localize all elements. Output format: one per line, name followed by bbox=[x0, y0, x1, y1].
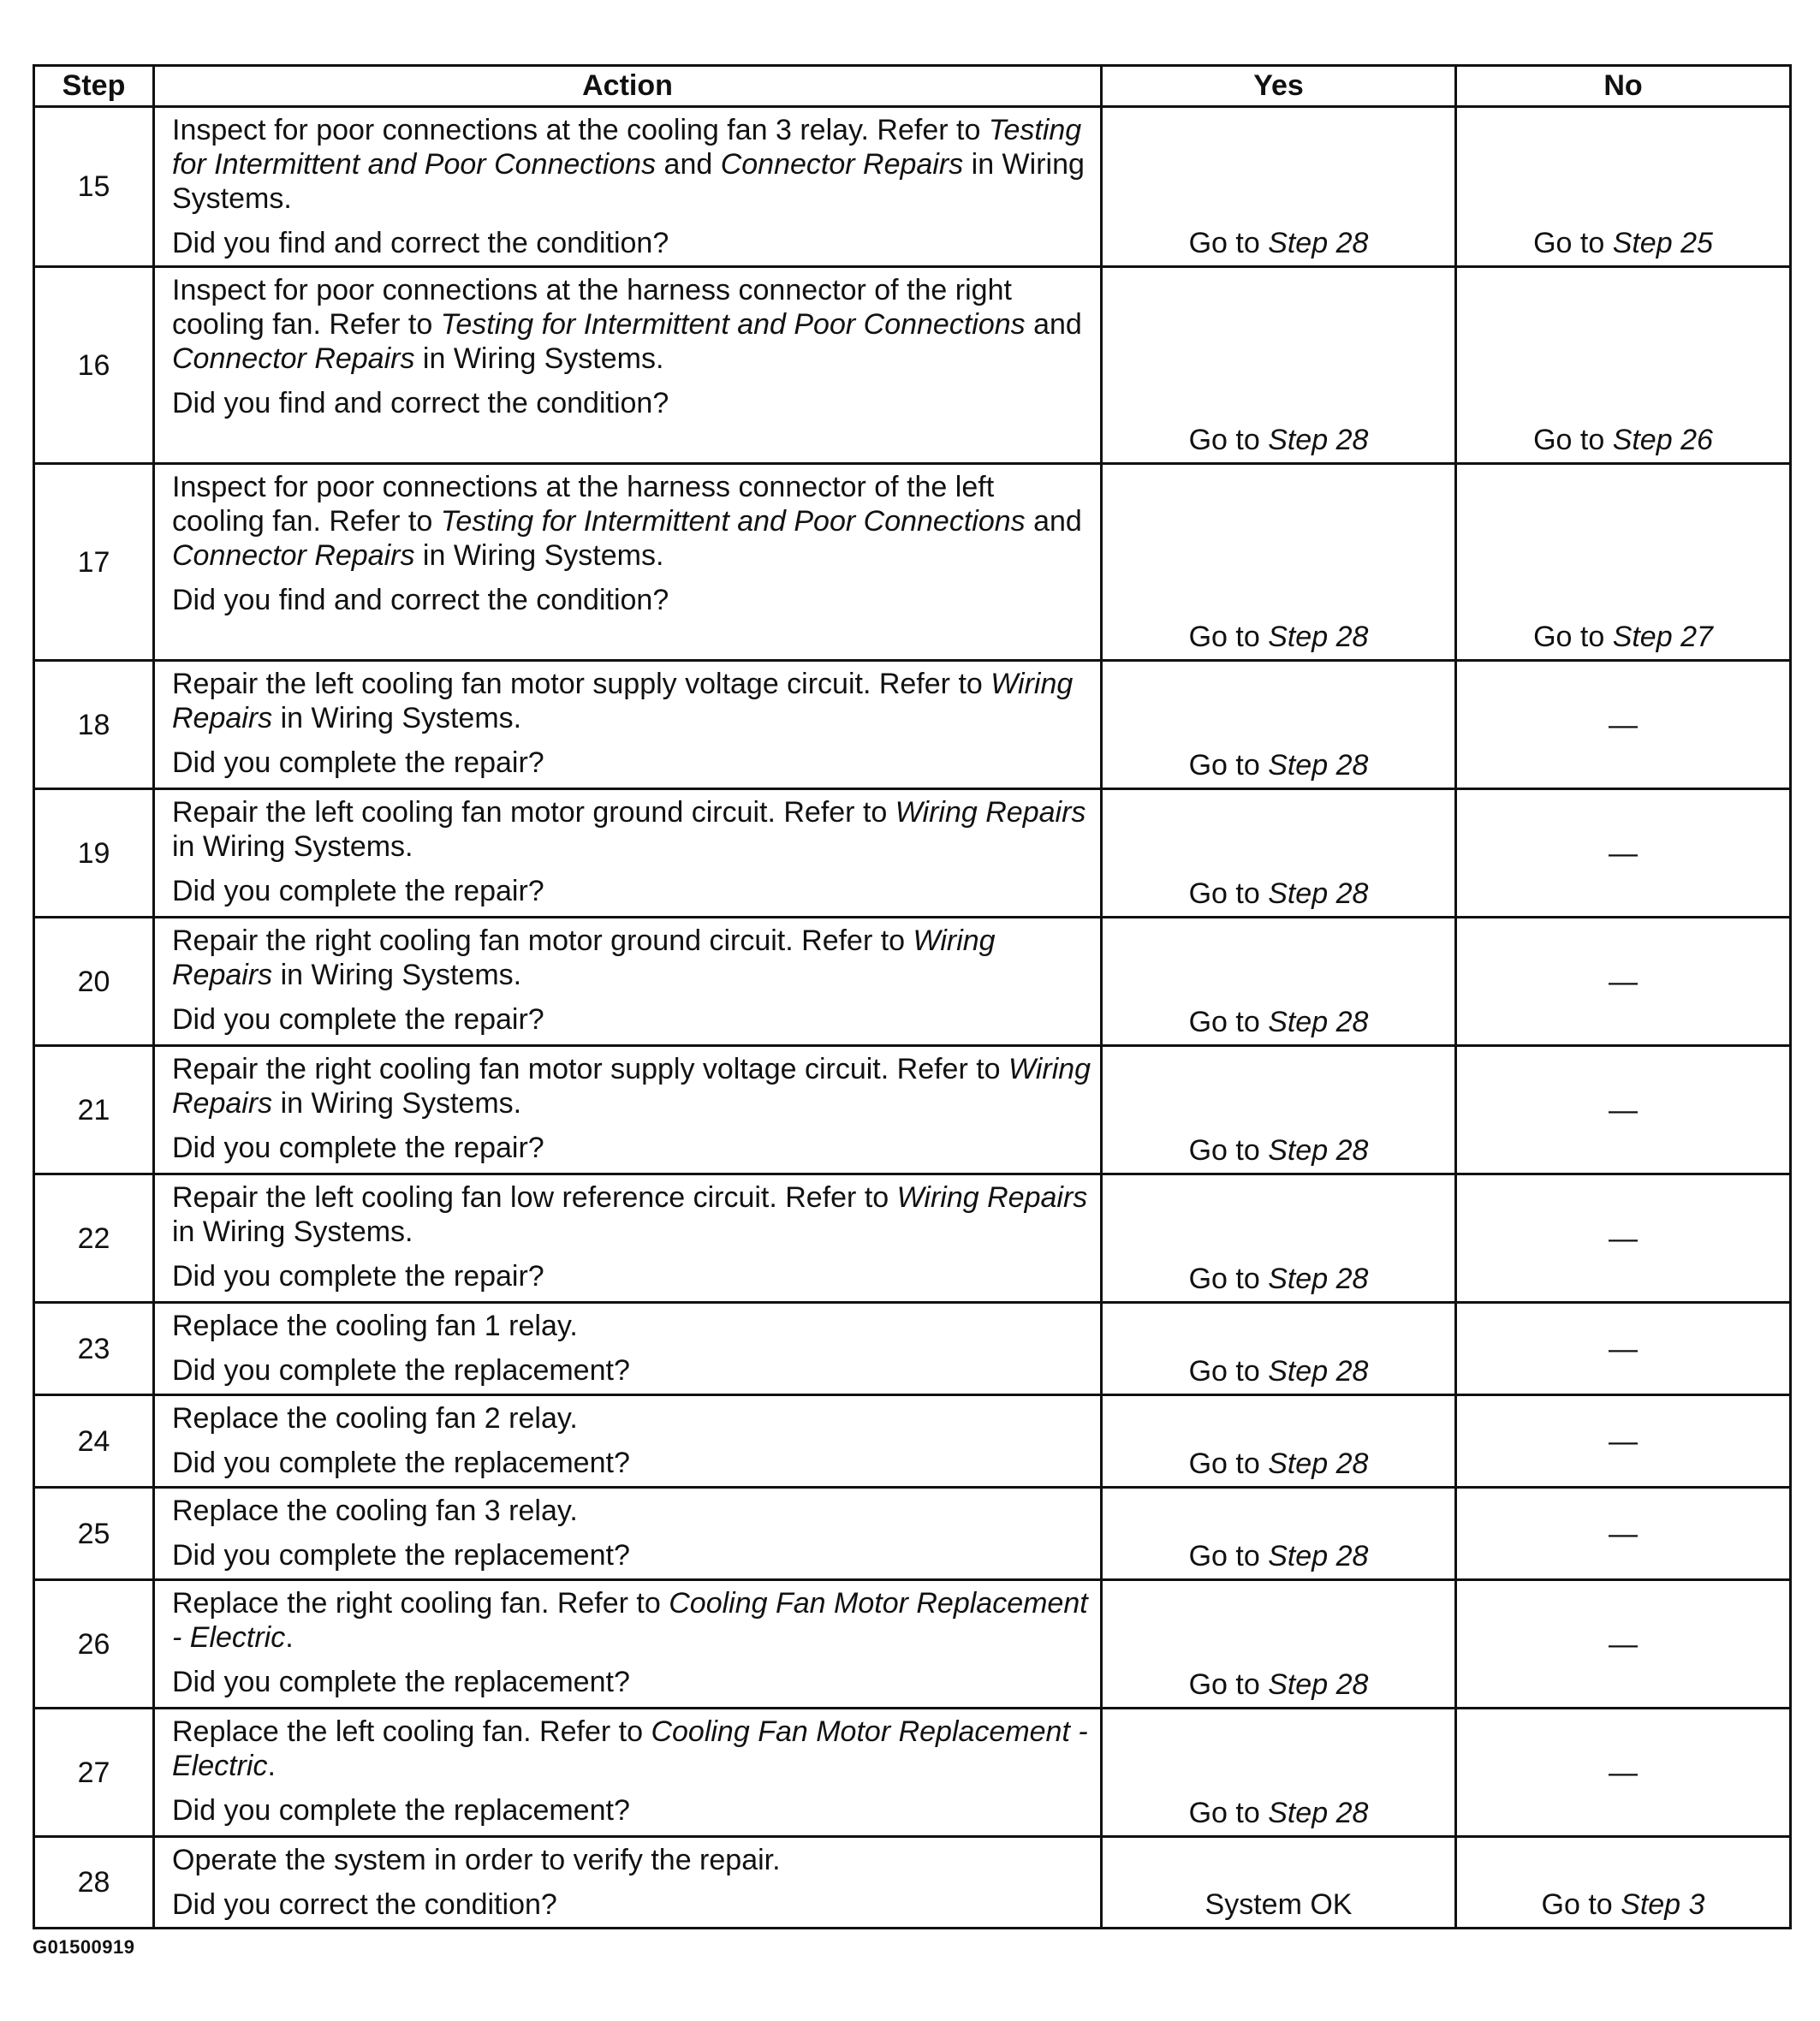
action-cell bbox=[154, 1488, 1102, 1580]
yes-outcome bbox=[1102, 1046, 1456, 1174]
reference-text: Step 28 bbox=[1268, 1134, 1369, 1167]
action-instruction bbox=[172, 795, 1091, 864]
text-segment: Go to bbox=[1188, 1668, 1269, 1701]
header-no: No bbox=[1456, 66, 1791, 107]
reference-text: Step 28 bbox=[1268, 749, 1369, 782]
action-question: Did you correct the condition? bbox=[172, 1888, 557, 1921]
reference-text: Step 28 bbox=[1268, 877, 1369, 910]
text-segment: . bbox=[285, 1621, 294, 1654]
action-question: Did you complete the repair? bbox=[172, 875, 544, 907]
no-outcome bbox=[1456, 1709, 1791, 1837]
yes-outcome bbox=[1102, 1837, 1456, 1929]
text-segment: Go to bbox=[1188, 424, 1269, 456]
yes-outcome bbox=[1102, 1580, 1456, 1709]
action-question: Did you complete the replacement? bbox=[172, 1794, 630, 1827]
reference-text: Step 26 bbox=[1612, 424, 1713, 456]
text-segment: Go to bbox=[1188, 1006, 1269, 1038]
text-segment: . bbox=[267, 1750, 276, 1782]
text-segment: Go to bbox=[1188, 227, 1269, 259]
text-segment: Replace the cooling fan 3 relay. bbox=[172, 1495, 578, 1527]
step-number: 28 bbox=[34, 1837, 154, 1929]
text-segment: in Wiring Systems. bbox=[272, 959, 522, 991]
text-segment: in Wiring Systems. bbox=[414, 342, 664, 375]
reference-text: Step 28 bbox=[1268, 1540, 1369, 1572]
action-cell bbox=[154, 1837, 1102, 1929]
yes-outcome bbox=[1102, 1395, 1456, 1488]
text-segment: in Wiring Systems. bbox=[172, 148, 1085, 215]
table-row bbox=[34, 789, 1791, 918]
text-segment: Replace the cooling fan 1 relay. bbox=[172, 1310, 578, 1342]
table-body bbox=[34, 107, 1791, 1929]
table-row bbox=[34, 464, 1791, 661]
action-cell bbox=[154, 661, 1102, 789]
text-segment: Operate the system in order to verify the repair. bbox=[172, 1844, 781, 1876]
action-question: Did you complete the repair? bbox=[172, 746, 544, 779]
table-row bbox=[34, 1580, 1791, 1709]
step-number: 18 bbox=[34, 661, 154, 789]
text-segment: Go to bbox=[1188, 1540, 1269, 1572]
reference-text: Step 25 bbox=[1612, 227, 1713, 259]
action-instruction bbox=[172, 1586, 1091, 1655]
action-instruction bbox=[172, 113, 1091, 216]
table-row bbox=[34, 1488, 1791, 1580]
text-segment: in Wiring Systems. bbox=[172, 1216, 413, 1248]
reference-text: Testing for Intermittent and Poor Connections bbox=[172, 114, 1082, 181]
reference-text: Step 28 bbox=[1268, 1797, 1369, 1829]
action-cell bbox=[154, 1303, 1102, 1395]
reference-text: Testing for Intermittent and Poor Connections bbox=[440, 308, 1026, 341]
yes-outcome bbox=[1102, 661, 1456, 789]
action-cell bbox=[154, 107, 1102, 267]
figure-id: G01500919 bbox=[33, 1936, 135, 1958]
table-row bbox=[34, 1174, 1791, 1303]
action-instruction bbox=[172, 1309, 1091, 1343]
step-number: 23 bbox=[34, 1303, 154, 1395]
no-outcome bbox=[1456, 1303, 1791, 1395]
table-row bbox=[34, 1046, 1791, 1174]
table-row bbox=[34, 107, 1791, 267]
text-segment: Go to bbox=[1188, 621, 1269, 653]
text-segment: Inspect for poor connections at the cooling fan 3 relay. Refer to bbox=[172, 114, 989, 146]
action-question: Did you complete the replacement? bbox=[172, 1354, 630, 1387]
header-yes: Yes bbox=[1102, 66, 1456, 107]
action-cell bbox=[154, 1046, 1102, 1174]
action-instruction bbox=[172, 470, 1091, 573]
text-segment: Inspect for poor connections at the harness connector of the right cooling fan. Refer to bbox=[172, 274, 1012, 341]
step-number: 24 bbox=[34, 1395, 154, 1488]
no-outcome bbox=[1456, 107, 1791, 267]
step-number: 16 bbox=[34, 267, 154, 464]
yes-outcome bbox=[1102, 1488, 1456, 1580]
reference-text: Cooling Fan Motor Replacement - Electric bbox=[172, 1587, 1088, 1654]
text-segment: Go to bbox=[1188, 877, 1269, 910]
action-cell bbox=[154, 464, 1102, 661]
step-number: 15 bbox=[34, 107, 154, 267]
reference-text: Testing for Intermittent and Poor Connections bbox=[440, 505, 1026, 538]
no-outcome bbox=[1456, 1046, 1791, 1174]
step-number: 20 bbox=[34, 918, 154, 1046]
action-question: Did you complete the repair? bbox=[172, 1003, 544, 1036]
table-row bbox=[34, 267, 1791, 464]
reference-text: Step 3 bbox=[1621, 1888, 1705, 1921]
no-outcome bbox=[1456, 1395, 1791, 1488]
text-segment: Go to bbox=[1188, 1263, 1269, 1295]
reference-text: Wiring Repairs bbox=[172, 924, 996, 991]
text-segment: Go to bbox=[1188, 1355, 1269, 1388]
action-question: Did you find and correct the condition? bbox=[172, 584, 669, 616]
table-row bbox=[34, 1837, 1791, 1929]
text-segment: Go to bbox=[1533, 227, 1613, 259]
text-segment: — bbox=[1609, 836, 1638, 870]
reference-text: Step 28 bbox=[1268, 621, 1369, 653]
action-question: Did you complete the repair? bbox=[172, 1132, 544, 1164]
text-segment: and bbox=[1025, 505, 1082, 538]
text-segment: Go to bbox=[1533, 621, 1613, 653]
action-instruction bbox=[172, 1401, 1091, 1436]
text-segment: — bbox=[1609, 965, 1638, 998]
step-number: 25 bbox=[34, 1488, 154, 1580]
reference-text: Step 28 bbox=[1268, 1006, 1369, 1038]
action-cell bbox=[154, 1580, 1102, 1709]
text-segment: — bbox=[1609, 708, 1638, 741]
text-segment: Replace the cooling fan 2 relay. bbox=[172, 1402, 578, 1435]
action-instruction bbox=[172, 1843, 1091, 1877]
text-segment: in Wiring Systems. bbox=[414, 539, 664, 572]
action-cell bbox=[154, 789, 1102, 918]
text-segment: — bbox=[1609, 1332, 1638, 1365]
action-question: Did you complete the repair? bbox=[172, 1260, 544, 1293]
no-outcome bbox=[1456, 1580, 1791, 1709]
text-segment: — bbox=[1609, 1517, 1638, 1550]
text-segment: — bbox=[1609, 1093, 1638, 1126]
text-segment: in Wiring Systems. bbox=[272, 1087, 522, 1120]
yes-outcome bbox=[1102, 1303, 1456, 1395]
text-segment: Go to bbox=[1533, 424, 1613, 456]
text-segment: Go to bbox=[1188, 1134, 1269, 1167]
text-segment: and bbox=[1025, 308, 1082, 341]
yes-outcome bbox=[1102, 267, 1456, 464]
action-question: Did you complete the replacement? bbox=[172, 1539, 630, 1572]
yes-outcome bbox=[1102, 1174, 1456, 1303]
text-segment: Replace the right cooling fan. Refer to bbox=[172, 1587, 669, 1620]
action-instruction bbox=[172, 1715, 1091, 1783]
reference-text: Wiring Repairs bbox=[895, 796, 1086, 829]
text-segment: Replace the left cooling fan. Refer to bbox=[172, 1715, 651, 1748]
yes-outcome bbox=[1102, 107, 1456, 267]
action-question: Did you complete the replacement? bbox=[172, 1447, 630, 1479]
text-segment: Go to bbox=[1541, 1888, 1621, 1921]
step-number: 27 bbox=[34, 1709, 154, 1837]
action-cell bbox=[154, 267, 1102, 464]
no-outcome bbox=[1456, 918, 1791, 1046]
no-outcome bbox=[1456, 1488, 1791, 1580]
text-segment: — bbox=[1609, 1756, 1638, 1789]
reference-text: Connector Repairs bbox=[172, 342, 415, 375]
action-cell bbox=[154, 918, 1102, 1046]
reference-text: Step 28 bbox=[1268, 1668, 1369, 1701]
step-number: 21 bbox=[34, 1046, 154, 1174]
action-instruction bbox=[172, 1052, 1091, 1120]
text-segment: Repair the left cooling fan motor ground circuit. Refer to bbox=[172, 796, 895, 829]
text-segment: Go to bbox=[1188, 749, 1269, 782]
step-number: 19 bbox=[34, 789, 154, 918]
reference-text: Connector Repairs bbox=[720, 148, 964, 181]
text-segment: in Wiring Systems. bbox=[172, 830, 413, 863]
yes-outcome bbox=[1102, 1709, 1456, 1837]
text-segment: in Wiring Systems. bbox=[272, 702, 522, 734]
table-row bbox=[34, 1395, 1791, 1488]
no-outcome bbox=[1456, 464, 1791, 661]
no-outcome bbox=[1456, 661, 1791, 789]
reference-text: Connector Repairs bbox=[172, 539, 415, 572]
no-outcome bbox=[1456, 1837, 1791, 1929]
action-question: Did you complete the replacement? bbox=[172, 1666, 630, 1698]
reference-text: Step 28 bbox=[1268, 1447, 1369, 1480]
text-segment: Go to bbox=[1188, 1797, 1269, 1829]
step-number: 26 bbox=[34, 1580, 154, 1709]
action-cell bbox=[154, 1709, 1102, 1837]
table-row bbox=[34, 1709, 1791, 1837]
action-instruction bbox=[172, 667, 1091, 735]
text-segment: Inspect for poor connections at the harness connector of the left cooling fan. Refer to bbox=[172, 471, 995, 538]
yes-outcome bbox=[1102, 918, 1456, 1046]
reference-text: Wiring Repairs bbox=[172, 668, 1074, 734]
text-segment: Repair the right cooling fan motor supply voltage circuit. Refer to bbox=[172, 1053, 1009, 1085]
reference-text: Wiring Repairs bbox=[172, 1053, 1091, 1120]
diagnostic-table-container bbox=[33, 64, 1789, 1929]
table-row bbox=[34, 1303, 1791, 1395]
text-segment: System OK bbox=[1204, 1888, 1353, 1921]
text-segment: Go to bbox=[1188, 1447, 1269, 1480]
header-step: Step bbox=[34, 66, 154, 107]
text-segment: — bbox=[1609, 1627, 1638, 1661]
reference-text: Cooling Fan Motor Replacement - Electric bbox=[172, 1715, 1088, 1782]
text-segment: Repair the left cooling fan low reference circuit. Refer to bbox=[172, 1181, 897, 1214]
reference-text: Step 28 bbox=[1268, 1355, 1369, 1388]
action-question: Did you find and correct the condition? bbox=[172, 227, 669, 259]
header-action: Action bbox=[154, 66, 1102, 107]
text-segment: and bbox=[656, 148, 721, 181]
no-outcome bbox=[1456, 267, 1791, 464]
diagnostic-steps-table bbox=[33, 64, 1792, 1929]
action-instruction bbox=[172, 1180, 1091, 1249]
reference-text: Step 27 bbox=[1612, 621, 1713, 653]
action-question: Did you find and correct the condition? bbox=[172, 387, 669, 419]
yes-outcome bbox=[1102, 464, 1456, 661]
table-header-row bbox=[34, 66, 1791, 107]
reference-text: Step 28 bbox=[1268, 1263, 1369, 1295]
table-row bbox=[34, 661, 1791, 789]
reference-text: Step 28 bbox=[1268, 424, 1369, 456]
reference-text: Step 28 bbox=[1268, 227, 1369, 259]
action-instruction bbox=[172, 273, 1091, 376]
yes-outcome bbox=[1102, 789, 1456, 918]
text-segment: Repair the left cooling fan motor supply voltage circuit. Refer to bbox=[172, 668, 991, 700]
step-number: 22 bbox=[34, 1174, 154, 1303]
step-number: 17 bbox=[34, 464, 154, 661]
text-segment: — bbox=[1609, 1222, 1638, 1255]
reference-text: Wiring Repairs bbox=[896, 1181, 1088, 1214]
no-outcome bbox=[1456, 789, 1791, 918]
text-segment: — bbox=[1609, 1424, 1638, 1458]
action-instruction bbox=[172, 1494, 1091, 1528]
action-cell bbox=[154, 1395, 1102, 1488]
action-cell bbox=[154, 1174, 1102, 1303]
table-row bbox=[34, 918, 1791, 1046]
no-outcome bbox=[1456, 1174, 1791, 1303]
text-segment: Repair the right cooling fan motor ground circuit. Refer to bbox=[172, 924, 913, 957]
action-instruction bbox=[172, 924, 1091, 992]
